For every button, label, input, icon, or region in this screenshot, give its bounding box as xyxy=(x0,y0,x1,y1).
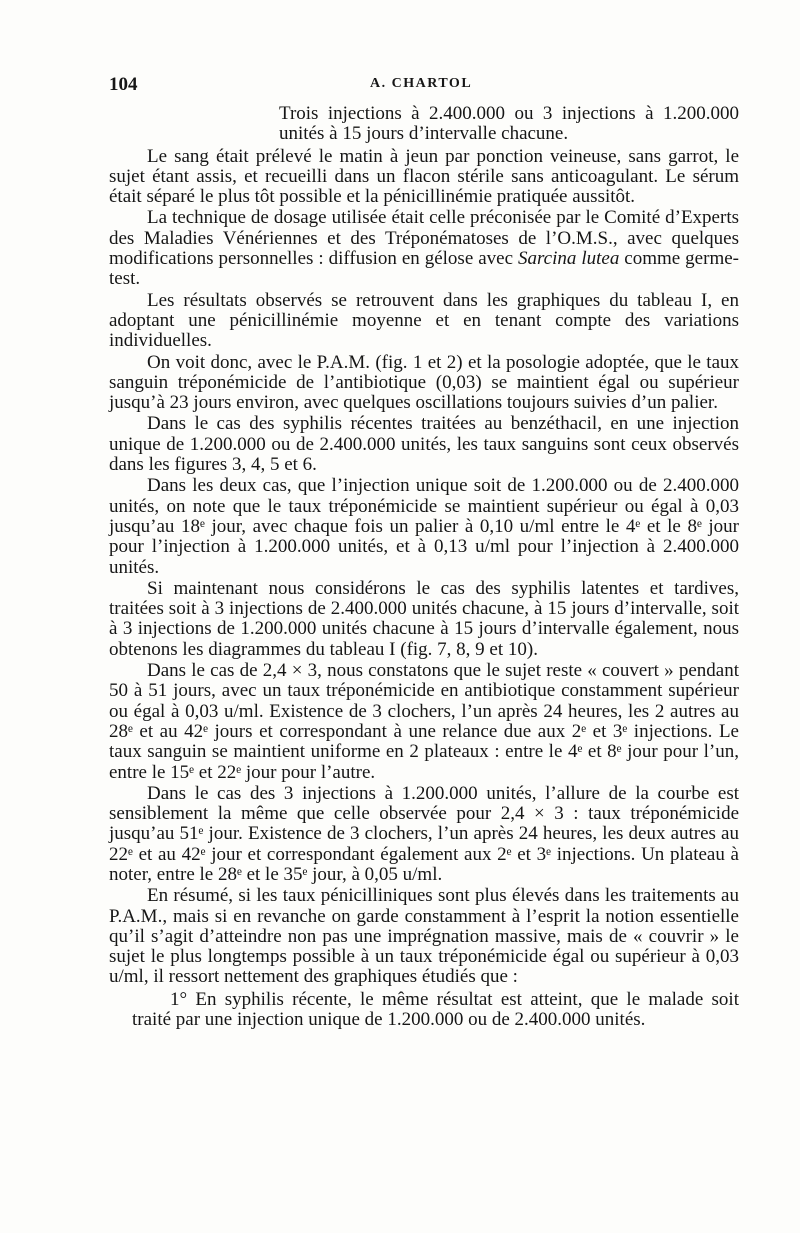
assay-text-end: comme germe-test. xyxy=(109,248,739,290)
paragraph-dosage-schedule: Trois injections à 2.400.000 ou 3 injections à 1.200.000 unités à 15 jours d’intervalle chacune. xyxy=(279,103,739,145)
paragraph-conclusion-1: 1° En syphilis récente, le même résultat est atteint, que le malade soit traité par une injection unique de 1.200.000 ou de 2.400.000 unités. xyxy=(132,988,739,1031)
assay-organism: Sarcina lutea xyxy=(517,248,620,270)
paragraph-pam-results: On voit donc, avec le P.A.M. (fig. 1 et 2) et la posologie adoptée, que le taux sanguin tréponémicide de l’antibiotique (0,03) se maintient égal ou supérieur jusqu’à 23 jours environ, avec quelques oscillations toujours suivies d’un palier. xyxy=(109,351,739,414)
paragraph-recent-syphilis: Dans le cas des syphilis récentes traitées au benzéthacil, en une injection unique de 1.200.000 ou de 2.400.000 unités, les taux sanguins sont ceux observés dans les figures 3, 4, 5 et 6. xyxy=(109,413,739,476)
paragraph-blood-sampling: Le sang était prélevé le matin à jeun par ponction veineuse, sans garrot, le sujet étant assis, et recueilli dans un flacon stérile sans anticoagulant. Le sérum était séparé le plus tôt possible et la pénicillinémie pratiquée aussitôt. xyxy=(109,145,739,208)
body-text xyxy=(109,104,739,1032)
running-head: A. CHARTOL xyxy=(370,76,473,91)
paragraph-results-intro: Les résultats observés se retrouvent dans les graphiques du tableau I, en adoptant une pénicillinémie moyenne et en tenant compte des variations individuelles. xyxy=(109,289,739,352)
paragraph-case-1-2x3: Dans le cas des 3 injections à 1.200.000 unités, l’allure de la courbe est sensiblement la même que celle observée pour 2,4 × 3 : taux tréponémicide jusqu’au 51ᵉ jour. Existence de 3 clochers, l’un après 24 heures, les deux autres au 22ᵉ et au 42ᵉ jour et correspondant également aux 2ᵉ et 3ᵉ injections. Un plateau à noter, entre le 28ᵉ et le 35ᵉ jour, à 0,05 u/ml. xyxy=(109,782,739,885)
paragraph-summary: En résumé, si les taux pénicilliniques sont plus élevés dans les traitements au P.A.M., mais si en revanche on garde constamment à l’esprit la notion essentielle qu’il s’agit d’atteindre non pas une imprégnation massive, mais de « couvrir » le sujet le plus longtemps possible à un taux tréponémicide égal ou supérieur à 0,03 u/ml, il ressort nettement des graphiques étudiés que : xyxy=(109,885,739,988)
paragraph-case-2-4x3: Dans le cas de 2,4 × 3, nous constatons que le sujet reste « couvert » pendant 50 à 51 jours, avec un taux tréponémicide en antibiotique constamment supérieur ou égal à 0,03 u/ml. Existence de 3 clochers, l’un après 24 heures, les 2 autres au 28ᵉ et au 42ᵉ jours et correspondant à une relance due aux 2ᵉ et 3ᵉ injections. Le taux sanguin se maintient uniforme en 2 plateaux : entre le 4ᵉ et 8ᵉ jour pour l’un, entre le 15ᵉ et 22ᵉ jour pour l’autre. xyxy=(109,660,739,783)
paragraph-assay-technique xyxy=(109,208,739,289)
paragraph-single-injection: Dans les deux cas, que l’injection unique soit de 1.200.000 ou de 2.400.000 unités, on note que le taux tréponémicide se maintient supérieur ou égal à 0,03 jusqu’au 18ᵉ jour, avec chaque fois un palier à 0,10 u/ml entre le 4ᵉ et le 8ᵉ jour pour l’injection à 1.200.000 unités, et à 0,13 u/ml pour l’injection à 2.400.000 unités. xyxy=(109,475,739,578)
paragraph-latent-syphilis: Si maintenant nous considérons le cas des syphilis latentes et tardives, traitées soit à 3 injections de 2.400.000 unités chacune, à 15 jours d’intervalle, soit à 3 injections de 1.200.000 unités chacune à 15 jours d’intervalle également, nous obtenons les diagrammes du tableau I (fig. 7, 8, 9 et 10). xyxy=(109,577,739,660)
page-number: 104 xyxy=(109,74,138,95)
assay-text: La technique de dosage utilisée était celle préconisée par le Comité d’Experts des Maladies Vénériennes et des Tréponématoses de l’O.M.S., avec quelques modifications personnelles : diffusion en gélose avec xyxy=(109,207,739,270)
